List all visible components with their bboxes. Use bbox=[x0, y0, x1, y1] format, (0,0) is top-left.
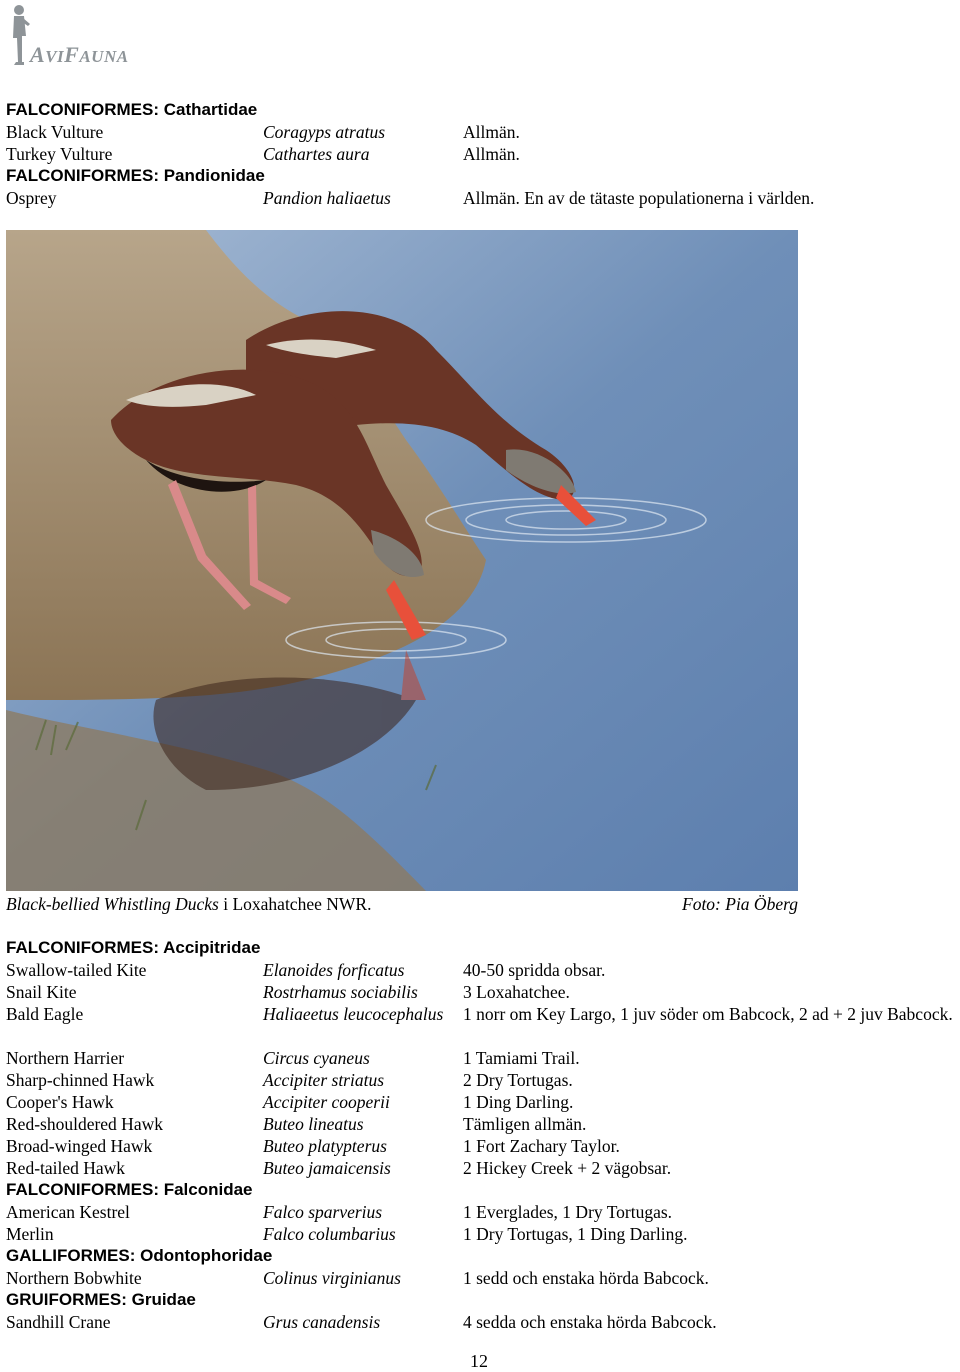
logo-wordmark: AVIFAUNA bbox=[30, 42, 129, 67]
common-name: Broad-winged Hawk bbox=[6, 1136, 153, 1156]
duck-photo bbox=[6, 230, 798, 891]
photo-caption bbox=[6, 893, 798, 915]
common-name: Northern Harrier bbox=[6, 1048, 125, 1068]
section-heading: FALCONIFORMES: Falconidae bbox=[6, 1180, 253, 1199]
latin-name: Pandion haliaetus bbox=[263, 188, 391, 208]
species-row bbox=[6, 1069, 958, 1091]
latin-name: Rostrhamus sociabilis bbox=[263, 982, 418, 1002]
latin-name: Buteo jamaicensis bbox=[263, 1158, 391, 1178]
species-row bbox=[6, 143, 958, 165]
note: 1 Fort Zachary Taylor. bbox=[463, 1136, 620, 1156]
note: 40-50 spridda obsar. bbox=[463, 960, 606, 980]
section-heading: FALCONIFORMES: Pandionidae bbox=[6, 166, 265, 185]
latin-name: Grus canadensis bbox=[263, 1312, 381, 1332]
common-name: Snail Kite bbox=[6, 982, 77, 1002]
species-row bbox=[6, 1311, 958, 1333]
common-name: Black Vulture bbox=[6, 122, 104, 142]
common-name: Cooper's Hawk bbox=[6, 1092, 114, 1112]
note: 1 Ding Darling. bbox=[463, 1092, 574, 1112]
latin-name: Haliaeetus leucocephalus bbox=[263, 1004, 444, 1024]
species-row bbox=[6, 1267, 958, 1289]
section-heading: FALCONIFORMES: Accipitridae bbox=[6, 938, 261, 957]
species-row bbox=[6, 959, 958, 981]
note: Allmän. bbox=[463, 144, 520, 164]
page-number: 12 bbox=[470, 1351, 488, 1371]
species-row bbox=[6, 1135, 958, 1157]
note: Allmän. bbox=[463, 122, 520, 142]
species-row bbox=[6, 187, 958, 209]
note: 2 Dry Tortugas. bbox=[463, 1070, 573, 1090]
avifauna-logo bbox=[6, 2, 176, 68]
section-accipitridae bbox=[6, 937, 958, 1333]
latin-name: Circus cyaneus bbox=[263, 1048, 370, 1068]
common-name: Northern Bobwhite bbox=[6, 1268, 142, 1288]
species-row bbox=[6, 1113, 958, 1135]
species-row bbox=[6, 1091, 958, 1113]
species-row bbox=[6, 121, 958, 143]
species-row bbox=[6, 1201, 958, 1223]
note: 1 Everglades, 1 Dry Tortugas. bbox=[463, 1202, 673, 1222]
note: Allmän. En av de tätaste populationerna i världen. bbox=[463, 188, 815, 208]
section-cathartidae bbox=[6, 99, 958, 209]
species-row bbox=[6, 1047, 958, 1069]
caption-text: Black-bellied Whistling Ducks i Loxahatchee NWR. bbox=[6, 894, 372, 914]
common-name: Red-tailed Hawk bbox=[6, 1158, 126, 1178]
note: 1 Dry Tortugas, 1 Ding Darling. bbox=[463, 1224, 688, 1244]
note: 4 sedda och enstaka hörda Babcock. bbox=[463, 1312, 717, 1332]
common-name: Sandhill Crane bbox=[6, 1312, 111, 1332]
latin-name: Buteo platypterus bbox=[263, 1136, 387, 1156]
common-name: Bald Eagle bbox=[6, 1004, 84, 1024]
common-name: Osprey bbox=[6, 188, 57, 208]
latin-name: Coragyps atratus bbox=[263, 122, 386, 142]
species-row bbox=[6, 981, 958, 1003]
latin-name: Accipiter striatus bbox=[263, 1070, 385, 1090]
note: 2 Hickey Creek + 2 vägobsar. bbox=[463, 1158, 672, 1178]
note: 1 sedd och enstaka hörda Babcock. bbox=[463, 1268, 709, 1288]
whistling-ducks-image bbox=[6, 230, 798, 891]
section-heading: GALLIFORMES: Odontophoridae bbox=[6, 1246, 273, 1265]
note: 1 Tamiami Trail. bbox=[463, 1048, 580, 1068]
latin-name: Falco columbarius bbox=[263, 1224, 396, 1244]
note: 3 Loxahatchee. bbox=[463, 982, 570, 1002]
common-name: Sharp-chinned Hawk bbox=[6, 1070, 155, 1090]
latin-name: Buteo lineatus bbox=[263, 1114, 364, 1134]
latin-name: Accipiter cooperii bbox=[263, 1092, 390, 1112]
latin-name: Elanoides forficatus bbox=[263, 960, 405, 980]
section-heading: FALCONIFORMES: Cathartidae bbox=[6, 100, 258, 119]
note: 1 norr om Key Largo, 1 juv söder om Babcock, 2 ad + 2 juv Babcock. bbox=[463, 1004, 953, 1024]
species-row bbox=[6, 1223, 958, 1245]
species-row bbox=[6, 1157, 958, 1179]
section-heading: GRUIFORMES: Gruidae bbox=[6, 1290, 196, 1309]
latin-name: Colinus virginianus bbox=[263, 1268, 401, 1288]
common-name: Red-shouldered Hawk bbox=[6, 1114, 163, 1134]
common-name: Merlin bbox=[6, 1224, 54, 1244]
species-row bbox=[6, 1003, 958, 1047]
note: Tämligen allmän. bbox=[463, 1114, 587, 1134]
latin-name: Cathartes aura bbox=[263, 144, 370, 164]
common-name: Turkey Vulture bbox=[6, 144, 113, 164]
common-name: Swallow-tailed Kite bbox=[6, 960, 147, 980]
photo-credit: Foto: Pia Öberg bbox=[682, 894, 798, 914]
latin-name: Falco sparverius bbox=[263, 1202, 383, 1222]
common-name: American Kestrel bbox=[6, 1202, 130, 1222]
